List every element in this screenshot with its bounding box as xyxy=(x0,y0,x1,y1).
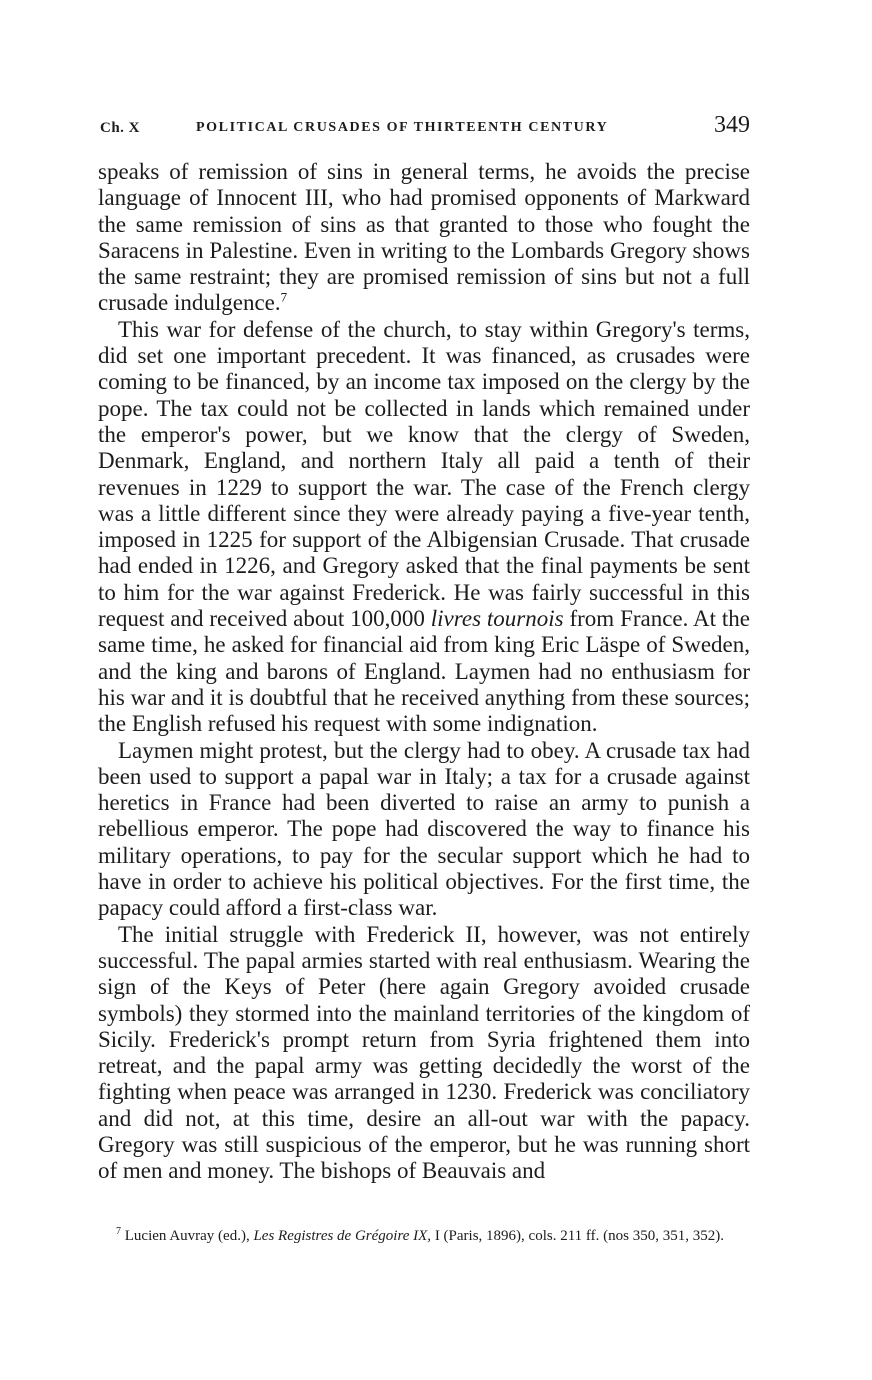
paragraph-text: from France. At the same time, he asked for financial aid from king Eric Läspe of Sweden, and the king and barons of England. Laymen had no enthusiasm for his war and it is doubtful that he received anything from these sources; the English refused his request with some indignation. xyxy=(98,606,750,737)
paragraph-text: The initial struggle with Frederick II, however, was not entirely successful. The papal armies started with real enthusiasm. Wearing the sign of the Keys of Peter (here again Gregory avoided crusade symbols) they stormed into the mainland territories of the kingdom of Sicily. Frederick's prompt return from Syria frightened them into retreat, and the papal army was getting decidedly the worst of the fighting when peace was arranged in 1230. Frederick was conciliatory and did not, at this time, desire an all-out war with the papacy. Gregory was still suspicious of the emperor, but he was running short of men and money. The bishops of Beauvais and xyxy=(98,921,750,1184)
italic-term: livres tournois xyxy=(430,606,564,632)
footnote xyxy=(98,1225,750,1247)
footnote-title: Les Registres de Grégoire IX, xyxy=(253,1228,432,1244)
footnote-text: Lucien Auvray (ed.), xyxy=(121,1228,254,1244)
footnote-mark: 7 xyxy=(116,1226,121,1237)
paragraph xyxy=(98,159,750,317)
body-text xyxy=(98,159,750,1185)
footnote-text: I (Paris, 1896), cols. 211 ff. (nos 350, 351, 352). xyxy=(431,1228,724,1244)
paragraph xyxy=(98,738,750,922)
paragraph xyxy=(98,317,750,738)
paragraph xyxy=(98,922,750,1185)
chapter-label: Ch. X xyxy=(100,120,141,136)
paragraph-text: Laymen might protest, but the clergy had to obey. A crusade tax had been used to support a papal war in Italy; a tax for a crusade against heretics in France had been diverted to raise an army to punish a rebellious emperor. The pope had discovered the way to finance his military operations, to pay for the secular support which he had to have in order to achieve his political objectives. For the first time, the papacy could afford a first-class war. xyxy=(98,737,750,921)
page-number: 349 xyxy=(714,112,750,138)
paragraph-text: This war for defense of the church, to stay within Gregory's terms, did set one important precedent. It was financed, as crusades were coming to be financed, by an income tax imposed on the clergy by the pope. The tax could not be collected in lands which remained under the emperor's power, but we know that the clergy of Sweden, Denmark, England, and northern Italy all paid a tenth of their revenues in 1229 to support the war. The case of the French clergy was a little different since they were already paying a five-year tenth, imposed in 1225 for support of the Albigensian Crusade. That crusade had ended in 1226, and Gregory asked that the final payments be sent to him for the war against Frederick. He was fairly successful in this request and received about 100,000 xyxy=(98,316,750,632)
paragraph-text: speaks of remission of sins in general terms, he avoids the precise language of Innocent III, who had promised opponents of Markward the same remission of sins as that granted to those who fought the Saracens in Palestine. Even in writing to the Lombards Gregory shows the same restraint; they are promised remission of sins but not a full crusade indulgence. xyxy=(98,159,750,316)
footnote-reference: 7 xyxy=(280,289,288,305)
running-head xyxy=(98,112,750,148)
running-title: POLITICAL CRUSADES OF THIRTEENTH CENTURY xyxy=(196,120,609,135)
